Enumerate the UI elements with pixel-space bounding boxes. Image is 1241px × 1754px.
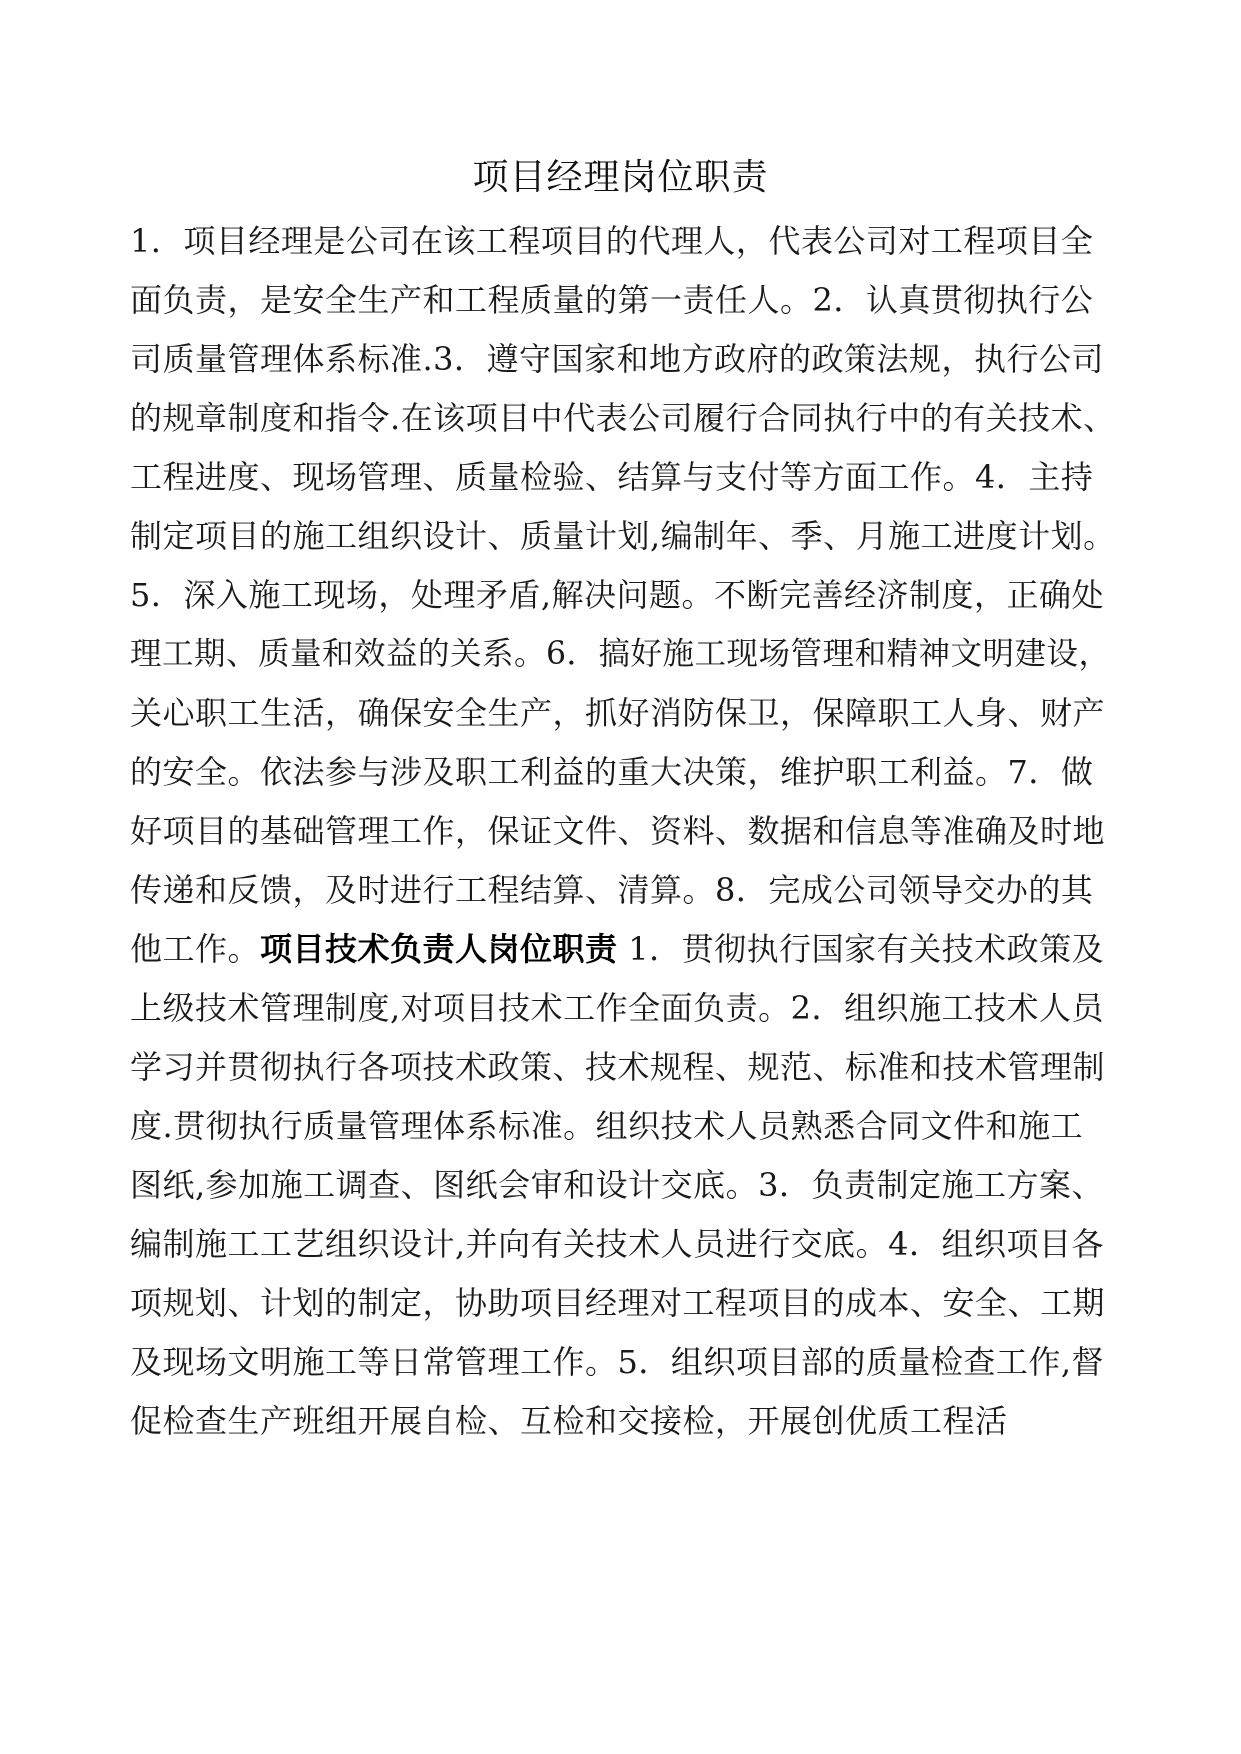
body-line: 图纸,参加施工调查、图纸会审和设计交底。3．负责制定施工方案、 — [130, 1166, 1105, 1204]
body-line: 及现场文明施工等日常管理工作。5．组织项目部的质量检查工作,督 — [130, 1343, 1105, 1381]
body-line-with-heading — [130, 924, 1120, 974]
body-line: 传递和反馈，及时进行工程结算、清算。8．完成公司领导交办的其 — [130, 871, 1094, 909]
body-line: 5．深入施工现场，处理矛盾,解决问题。不断完善经济制度，正确处 — [130, 576, 1105, 614]
body-line: 上级技术管理制度,对项目技术工作全面负责。2．组织施工技术人员 — [130, 989, 1105, 1027]
body-line: 的规章制度和指令.在该项目中代表公司履行合同执行中的有关技术、 — [130, 399, 1116, 437]
section-heading: 项目技术负责人岗位职责 — [260, 930, 618, 968]
body-line: 的安全。依法参与涉及职工利益的重大决策，维护职工利益。7．做 — [130, 753, 1094, 791]
body-line: 学习并贯彻执行各项技术政策、技术规程、规范、标准和技术管理制 — [130, 1048, 1106, 1086]
body-text: 1．贯彻执行国家有关技术政策及 — [617, 930, 1105, 968]
body-line: 面负责，是安全生产和工程质量的第一责任人。2．认真贯彻执行公 — [130, 281, 1094, 319]
body-line: 促检查生产班组开展自检、互检和交接检，开展创优质工程活 — [130, 1402, 1008, 1440]
body-line: 1．项目经理是公司在该工程项目的代理人，代表公司对工程项目全 — [130, 222, 1094, 260]
body-line: 制定项目的施工组织设计、质量计划,编制年、季、月施工进度计划。 — [130, 517, 1116, 555]
body-line: 度.贯彻执行质量管理体系标准。组织技术人员熟悉合同文件和施工 — [130, 1107, 1084, 1145]
body-text: 他工作。 — [130, 930, 261, 968]
body-line: 工程进度、现场管理、质量检验、结算与支付等方面工作。4．主持 — [130, 458, 1094, 496]
page-title: 项目经理岗位职责 — [472, 157, 769, 198]
body-line: 编制施工工艺组织设计,并向有关技术人员进行交底。4．组织项目各 — [130, 1225, 1105, 1263]
body-line: 理工期、质量和效益的关系。6．搞好施工现场管理和精神文明建设， — [130, 636, 1111, 672]
body-line: 关心职工生活，确保安全生产，抓好消防保卫，保障职工人身、财产 — [130, 694, 1106, 732]
body-line: 项规划、计划的制定，协助项目经理对工程项目的成本、安全、工期 — [130, 1284, 1106, 1322]
body-line: 好项目的基础管理工作，保证文件、资料、数据和信息等准确及时地 — [130, 812, 1106, 850]
body-line: 司质量管理体系标准.3．遵守国家和地方政府的政策法规，执行公司 — [130, 340, 1105, 378]
